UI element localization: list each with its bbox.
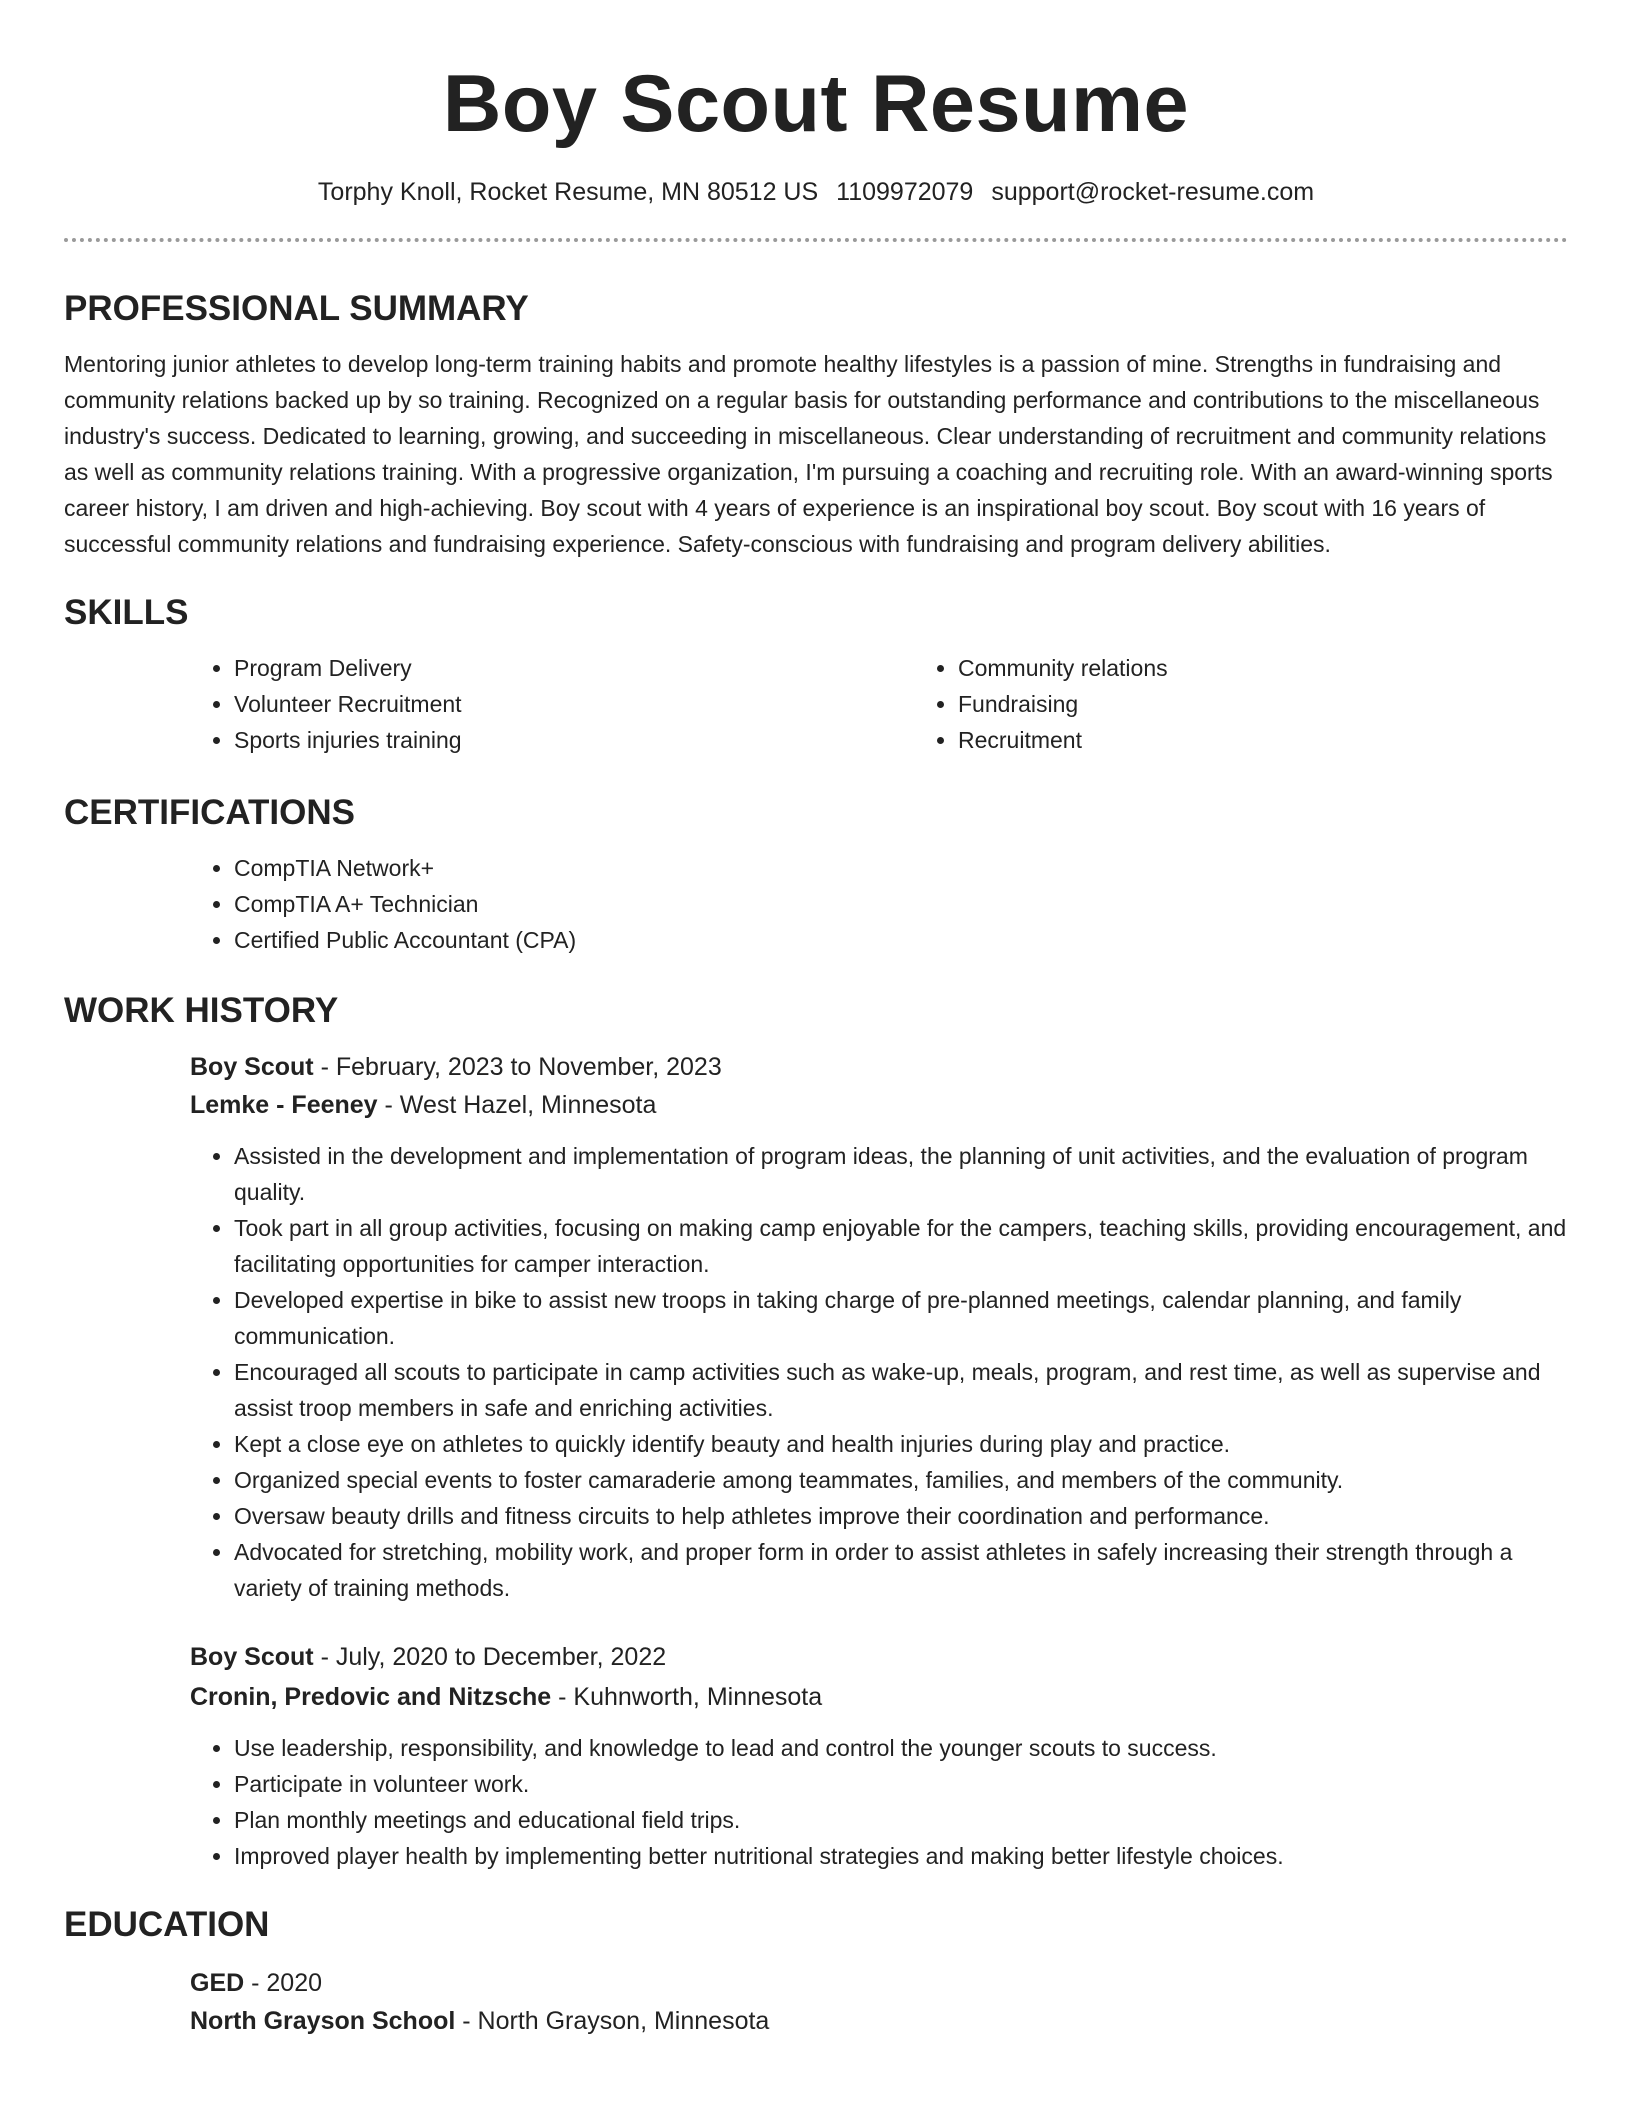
job-title-line (190, 1048, 1568, 1086)
job-duty: • Advocated for stretching, mobility work, and proper form in order to assist athletes in safely increasing their strength through a variety of training methods. (234, 1534, 1568, 1606)
education-year: - 2020 (244, 1969, 323, 1997)
job-role: Boy Scout (190, 1053, 314, 1081)
job-role: Boy Scout (190, 1643, 314, 1671)
contact-email: support@rocket-resume.com (991, 178, 1315, 206)
job-duties-list (190, 1138, 1568, 1606)
contact-phone: 1109972079 (836, 178, 974, 206)
skills-column-left (190, 650, 914, 758)
job-duty: • Took part in all group activities, focusing on making camp enjoyable for the campers, teaching skills, providing encouragement, and facilitating opportunities for camper interaction. (234, 1210, 1568, 1282)
job-entry (190, 1638, 1568, 1874)
job-dates: - July, 2020 to December, 2022 (313, 1643, 667, 1671)
certification-item: • CompTIA Network+ (234, 850, 1568, 886)
job-title-line (190, 1638, 1568, 1676)
job-location: - Kuhnworth, Minnesota (551, 1683, 823, 1711)
contact-line (64, 176, 1568, 208)
job-location: - West Hazel, Minnesota (377, 1091, 657, 1119)
education-school: North Grayson School (190, 2007, 456, 2035)
job-company: Cronin, Predovic and Nitzsche (190, 1683, 552, 1711)
skill-item: • Program Delivery (234, 650, 914, 686)
contact-address: Torphy Knoll, Rocket Resume, MN 80512 US (317, 178, 819, 206)
job-duty: • Organized special events to foster camaraderie among teammates, families, and members of the community. (234, 1462, 1568, 1498)
job-dates: - February, 2023 to November, 2023 (313, 1053, 722, 1081)
work-history-heading: WORK HISTORY (64, 991, 339, 1030)
skill-item: • Sports injuries training (234, 722, 914, 758)
job-entry (190, 1048, 1568, 1606)
resume-title: Boy Scout Resume (442, 59, 1190, 149)
education-degree-line (190, 1964, 1568, 2002)
job-duty: • Participate in volunteer work. (234, 1766, 1568, 1802)
education-heading: EDUCATION (64, 1905, 270, 1944)
education-location: - North Grayson, Minnesota (455, 2007, 770, 2035)
certifications-heading: CERTIFICATIONS (64, 793, 356, 832)
certification-item: • Certified Public Accountant (CPA) (234, 922, 1568, 958)
job-duty: • Assisted in the development and implementation of program ideas, the planning of unit activities, and the evaluation of program quality. (234, 1138, 1568, 1210)
resume-page (64, 0, 1568, 2040)
job-duty: • Developed expertise in bike to assist new troops in taking charge of pre-planned meetings, calendar planning, and family communication. (234, 1282, 1568, 1354)
job-duties-list (190, 1730, 1568, 1874)
skills-heading: SKILLS (64, 593, 189, 632)
job-duty: • Kept a close eye on athletes to quickly identify beauty and health injuries during play and practice. (234, 1426, 1568, 1462)
job-duty: • Use leadership, responsibility, and knowledge to lead and control the younger scouts to success. (234, 1730, 1568, 1766)
summary-heading: PROFESSIONAL SUMMARY (64, 289, 529, 328)
job-company-line (190, 1678, 1568, 1716)
job-duty: • Encouraged all scouts to participate in camp activities such as wake-up, meals, program, and rest time, as well as supervise and assist troop members in safe and enriching activities. (234, 1354, 1568, 1426)
skill-item: • Volunteer Recruitment (234, 686, 914, 722)
job-duty: • Oversaw beauty drills and fitness circuits to help athletes improve their coordination and performance. (234, 1498, 1568, 1534)
skill-item: • Fundraising (958, 686, 1632, 722)
skills-list (190, 650, 1568, 758)
education-degree: GED (190, 1969, 245, 1997)
certification-item: • CompTIA A+ Technician (234, 886, 1568, 922)
job-duty: • Plan monthly meetings and educational field trips. (234, 1802, 1568, 1838)
skills-column-right (914, 650, 1632, 758)
skill-item: • Community relations (958, 650, 1632, 686)
header-divider (64, 238, 1568, 242)
job-company-line (190, 1086, 1568, 1124)
summary-text: Mentoring junior athletes to develop long-term training habits and promote healthy lifestyles is a passion of mine. Strengths in fundraising and community relations backed up by so training. Recognized on a regular basis for outstanding performance and contributions to the miscellaneous industry's success. Dedicated to learning, growing, and succeeding in miscellaneous. Clear understanding of recruitment and community relations as well as community relations training. With a progressive organization, I'm pursuing a coaching and recruiting role. With an award-winning sports career history, I am driven and high-achieving. Boy scout with 4 years of experience is an inspirational boy scout. Boy scout with 16 years of successful community relations and fundraising experience. Safety-conscious with fundraising and program delivery abilities. (64, 351, 1553, 557)
education-school-line (190, 2002, 1568, 2040)
job-duty: • Improved player health by implementing better nutritional strategies and making better lifestyle choices. (234, 1838, 1568, 1874)
skill-item: • Recruitment (958, 722, 1632, 758)
education-entry (190, 1964, 1568, 2040)
job-company: Lemke - Feeney (190, 1091, 378, 1119)
certifications-list (190, 850, 1568, 958)
